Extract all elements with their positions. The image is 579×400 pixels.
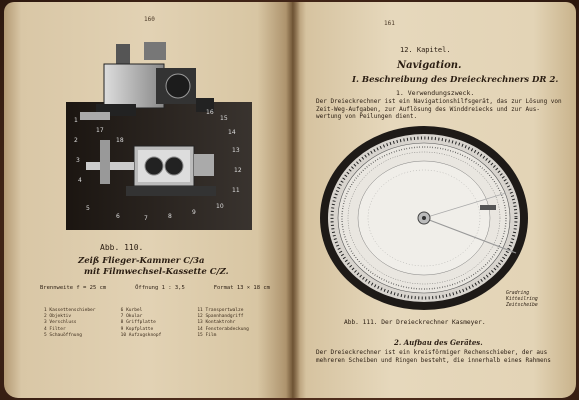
subsection-title-2: 2. Aufbau des Gerätes. xyxy=(394,338,483,347)
svg-text:16: 16 xyxy=(206,109,214,116)
legend-item: 5 Schauöffnung xyxy=(44,332,82,338)
right-page xyxy=(292,2,576,398)
spec-focal-length: Brennweite f = 25 cm xyxy=(40,285,107,291)
legend-column-2 xyxy=(121,308,198,339)
svg-text:12: 12 xyxy=(234,167,242,174)
svg-text:2: 2 xyxy=(74,137,78,144)
left-page xyxy=(4,2,292,398)
legend-item: 14 Fensterabdeckung xyxy=(197,326,249,332)
disk-label: Gradring xyxy=(506,291,530,296)
legend-item: 3 Verschluss xyxy=(44,320,77,326)
legend-item: 9 Kopfplatte xyxy=(120,326,154,332)
legend-item: 8 Griffplatte xyxy=(120,320,156,326)
paragraph-line: Der Dreieckrechner ist ein kreisförmiger Rechenschieber, der aus xyxy=(316,349,548,356)
svg-text:10: 10 xyxy=(216,203,224,210)
paragraph-line: wertung von Peilungen dient. xyxy=(316,113,418,121)
paragraph-1 xyxy=(316,98,566,121)
disk-label: Kitteilring xyxy=(506,297,538,303)
page-heading: Navigation. xyxy=(397,60,462,71)
left-page-number: 160 xyxy=(144,16,155,23)
legend-item: 15 Film xyxy=(197,332,217,338)
svg-text:15: 15 xyxy=(220,115,228,122)
legend-item: 10 Aufzugsknopf xyxy=(120,332,162,338)
legend-column-3 xyxy=(197,308,274,339)
open-book xyxy=(4,2,576,398)
paragraph-line: Der Dreieckrechner ist ein Navigationshilfsgerät, das zur Lösung von xyxy=(316,98,562,105)
figure-number: Abb. 110. xyxy=(100,243,144,252)
svg-text:5: 5 xyxy=(86,205,90,212)
paragraph-line: mehreren Scheiben und Ringen besteht, die innerhalb eines Rahmens xyxy=(316,357,551,364)
paragraph-2 xyxy=(316,349,566,365)
svg-text:9: 9 xyxy=(192,209,196,216)
legend-item: 13 Kontaktrohr xyxy=(197,320,236,326)
camera-photo xyxy=(56,42,252,234)
legend-item: 7 Okular xyxy=(120,314,143,320)
paragraph-line: Zeit-Weg-Aufgaben, zur Auflösung des Winddreiecks und zur Aus- xyxy=(316,105,540,113)
svg-text:17: 17 xyxy=(96,127,104,134)
svg-text:3: 3 xyxy=(76,157,80,164)
figure-title-line2: mit Filmwechsel-Kassette C/Z. xyxy=(84,267,229,277)
disk-labels xyxy=(506,291,538,310)
chapter-title: 12. Kapitel. xyxy=(400,46,451,54)
figure-caption: Abb. 111. Der Dreieckrechner Kasmeyer. xyxy=(344,319,486,326)
legend-item: 6 Kurbel xyxy=(120,308,143,313)
legend-item: 12 Spannhandgriff xyxy=(197,314,244,320)
svg-text:11: 11 xyxy=(232,187,240,194)
legend-item: 1 Kassettenschieber xyxy=(44,308,96,313)
subsection-title-1: 1. Verwendungszweck. xyxy=(396,89,475,97)
svg-text:14: 14 xyxy=(228,129,236,136)
svg-text:13: 13 xyxy=(232,147,240,154)
section-heading: I. Beschreibung des Dreieckrechners DR 2. xyxy=(352,75,559,85)
spec-format: Format 13 × 18 cm xyxy=(213,285,270,291)
camera-specs xyxy=(40,285,270,291)
figure-title-line1: Zeiß Flieger-Kammer C/3a xyxy=(78,256,205,266)
svg-text:4: 4 xyxy=(78,177,82,184)
svg-text:6: 6 xyxy=(116,213,120,220)
legend-item: 4 Filter xyxy=(44,326,66,332)
svg-text:18: 18 xyxy=(116,137,124,144)
legend-item: 11 Transportwalze xyxy=(197,308,244,313)
svg-text:8: 8 xyxy=(168,213,172,220)
book-gutter xyxy=(286,2,300,398)
right-page-number: 161 xyxy=(384,20,395,27)
figure-legend xyxy=(44,308,274,339)
spec-aperture: Öffnung 1 : 3,5 xyxy=(135,285,185,291)
legend-column-1 xyxy=(44,308,121,339)
svg-text:7: 7 xyxy=(144,215,148,222)
legend-item: 2 Objektiv xyxy=(44,314,72,320)
calculator-disk-photo xyxy=(320,123,532,313)
disk-label: Zeitscheibe xyxy=(506,303,538,309)
svg-text:1: 1 xyxy=(74,117,78,124)
